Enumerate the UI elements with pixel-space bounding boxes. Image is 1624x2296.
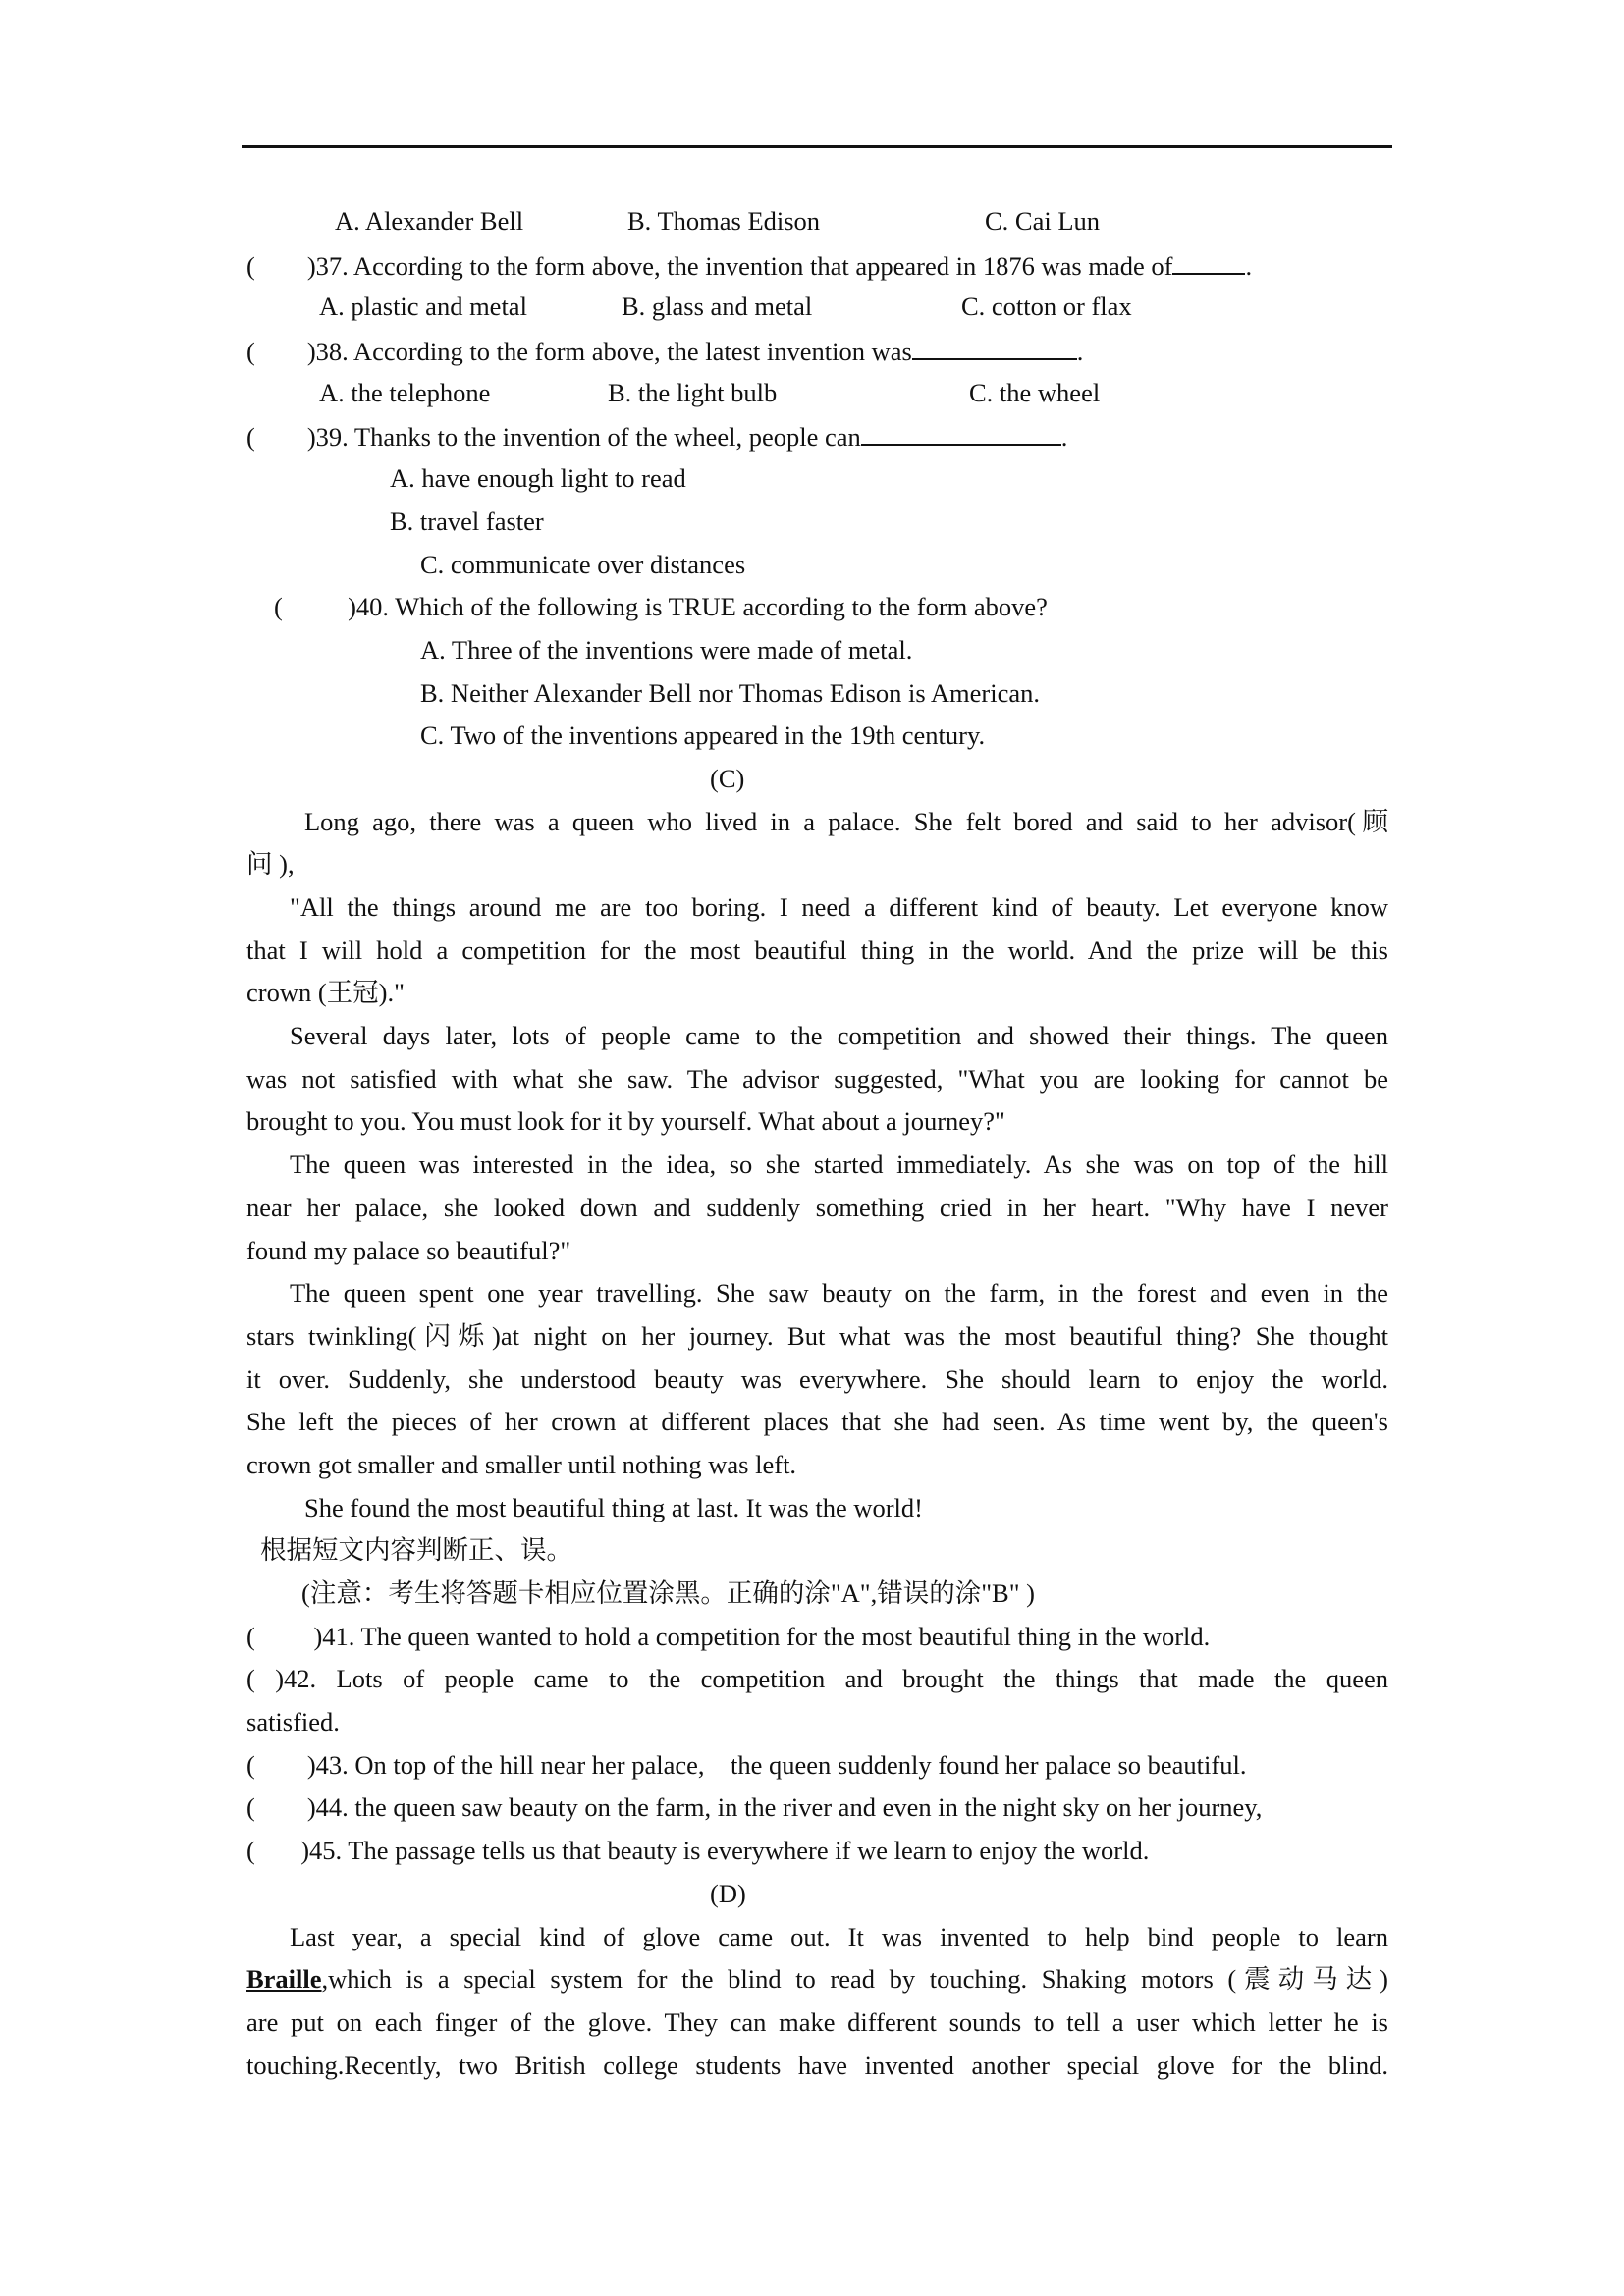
q36-option-c: C. Cai Lun xyxy=(985,206,1101,236)
passage-d-line-rest: ,which is a special system for the blind to read by touching. Shaking motors (震动马达) xyxy=(321,1964,1388,1995)
passage-c-line: near her palace, she looked down and suddenly something cried in her heart. "Why have I never xyxy=(246,1192,1388,1222)
answer-blank-37[interactable] xyxy=(1172,243,1245,275)
passage-c-line: was not satisfied with what she saw. The advisor suggested, "What you are looking for cannot be xyxy=(246,1063,1388,1094)
passage-c-line: Long ago, there was a queen who lived in a palace. She felt bored and said to her advisor(顾 xyxy=(304,806,1388,836)
passage-d-line: are put on each finger of the glove. They can make different sounds to tell a user which letter he is xyxy=(246,2006,1388,2037)
section-c-heading: (C) xyxy=(710,763,745,793)
question-40-option-b: B. Neither Alexander Bell nor Thomas Edison is American. xyxy=(420,677,1040,708)
passage-d-line: touching.Recently, two British college students have invented another special glove for the blind. xyxy=(246,2050,1388,2080)
passage-c-line: found my palace so beautiful?" xyxy=(246,1235,571,1265)
answer-sheet-note: (注意：考生将答题卡相应位置涂黑。正确的涂"A",错误的涂"B" ) xyxy=(301,1578,1035,1608)
passage-c-line: stars twinkling(闪烁)at night on her journey. But what was the most beautiful thing? She thought xyxy=(246,1320,1388,1351)
question-37 xyxy=(246,243,1388,287)
q36-option-b: B. Thomas Edison xyxy=(627,206,821,236)
document-body xyxy=(246,200,1388,2087)
passage-c-line: She found the most beautiful thing at last. It was the world! xyxy=(304,1492,923,1522)
question-45: ( )45. The passage tells us that beauty is everywhere if we learn to enjoy the world. xyxy=(246,1836,1150,1866)
question-44: ( )44. the queen saw beauty on the farm, in the river and even in the night sky on her journey, xyxy=(246,1792,1263,1823)
q36-options xyxy=(246,200,1388,243)
passage-c-line: 问 ), xyxy=(246,849,295,880)
q38-option-a: A. the telephone xyxy=(319,377,491,407)
q36-option-a: A. Alexander Bell xyxy=(335,206,524,236)
passage-c-line: it over. Suddenly, she understood beauty was everywhere. She should learn to enjoy the world. xyxy=(246,1363,1388,1394)
q37-option-b: B. glass and metal xyxy=(622,292,813,322)
question-37-end: . xyxy=(1245,250,1253,281)
question-40-option-a: A. Three of the inventions were made of metal. xyxy=(420,634,913,665)
question-37-stem: ( )37. According to the form above, the invention that appeared in 1876 was made of xyxy=(246,250,1173,281)
question-39-end: . xyxy=(1060,422,1068,453)
passage-c-line: Several days later, lots of people came to the competition and showed their things. The queen xyxy=(290,1021,1388,1051)
header-rule xyxy=(242,145,1392,148)
question-39-stem: ( )39. Thanks to the invention of the wheel, people can xyxy=(246,422,861,453)
question-43: ( )43. On top of the hill near her palace, the queen suddenly found her palace so beautiful. xyxy=(246,1749,1247,1780)
q37-option-c: C. cotton or flax xyxy=(961,292,1132,322)
passage-c-line: crown got smaller and smaller until nothing was left. xyxy=(246,1449,797,1479)
section-d-heading: (D) xyxy=(710,1878,746,1908)
braille-term: Braille xyxy=(246,1964,322,1995)
question-38-stem: ( )38. According to the form above, the latest invention was xyxy=(246,337,912,367)
q37-options xyxy=(246,286,1388,329)
passage-c-line: brought to you. You must look for it by yourself. What about a journey?" xyxy=(246,1106,1005,1137)
question-42: ( )42. Lots of people came to the competition and brought the things that made the queen xyxy=(246,1664,1388,1694)
question-40-option-c: C. Two of the inventions appeared in the 19th century. xyxy=(420,721,986,751)
answer-blank-38[interactable] xyxy=(912,329,1077,360)
true-false-instruction: 根据短文内容判断正、误。 xyxy=(260,1535,572,1566)
passage-c-line: The queen was interested in the idea, so she started immediately. As she was on top of the hill xyxy=(290,1149,1388,1180)
question-39-option-a: A. have enough light to read xyxy=(390,463,686,494)
q37-option-a: A. plastic and metal xyxy=(319,292,527,322)
passage-c-line: that I will hold a competition for the most beautiful thing in the world. And the prize will be this xyxy=(246,934,1388,965)
answer-blank-39[interactable] xyxy=(861,414,1061,446)
question-40: ( )40. Which of the following is TRUE according to the form above? xyxy=(274,592,1048,622)
passage-c-line: The queen spent one year travelling. She saw beauty on the farm, in the forest and even in the xyxy=(290,1278,1388,1308)
question-38 xyxy=(246,329,1388,372)
passage-d-line xyxy=(246,1958,1388,2002)
q38-option-c: C. the wheel xyxy=(969,377,1101,407)
passage-c-line: "All the things around me are too boring. I need a different kind of beauty. Let everyone know xyxy=(290,892,1388,922)
passage-c-line: She left the pieces of her crown at different places that she had seen. As time went by, the queen's xyxy=(246,1407,1388,1437)
question-39-option-c: C. communicate over distances xyxy=(420,549,746,579)
q38-options xyxy=(246,372,1388,415)
passage-c-line: crown (王冠)." xyxy=(246,978,405,1008)
q38-option-b: B. the light bulb xyxy=(608,377,778,407)
question-39-option-b: B. travel faster xyxy=(390,506,544,536)
passage-d-line: Last year, a special kind of glove came out. It was invented to help bind people to learn xyxy=(290,1921,1388,1951)
question-38-end: . xyxy=(1076,337,1084,367)
question-39 xyxy=(246,414,1388,457)
question-42-continued: satisfied. xyxy=(246,1707,340,1737)
question-41: ( )41. The queen wanted to hold a competition for the most beautiful thing in the world. xyxy=(246,1621,1211,1651)
